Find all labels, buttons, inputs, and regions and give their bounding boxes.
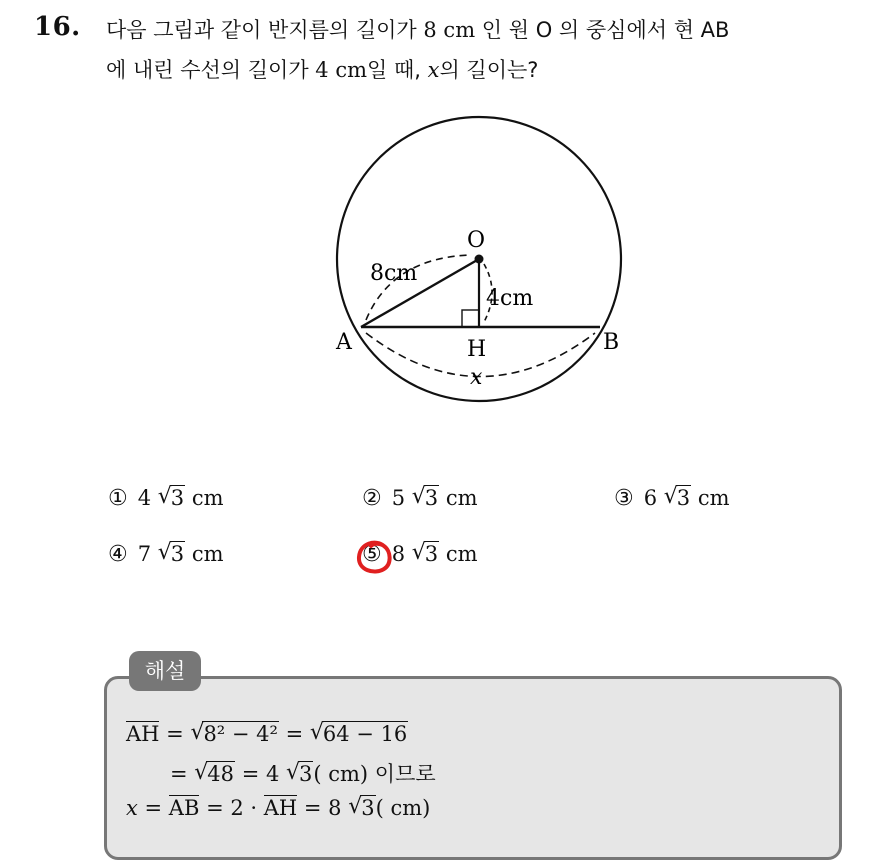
choice-3[interactable]: ③ 6 √ 3 cm <box>614 486 730 511</box>
choice-4[interactable]: ④ 7 √ 3 cm <box>108 542 224 567</box>
solution-line-3: x = AB = 2 · AH = 8 √ 3( cm) <box>126 796 430 820</box>
label-radius: 8cm <box>370 261 418 286</box>
solution-line-1: AH = √ 8² − 4² = √ 64 − 16 <box>126 722 408 746</box>
answer-circle-mark <box>354 537 394 577</box>
choice-1[interactable]: ① 4 √ 3 cm <box>108 486 224 511</box>
label-a: A <box>336 330 352 355</box>
label-height: 4cm <box>486 286 534 311</box>
label-x: x <box>470 365 483 390</box>
question-text-line1: 다음 그림과 같이 반지름의 길이가 8 cm 인 원 O 의 중심에서 현 AB <box>106 18 730 42</box>
label-b: B <box>603 330 620 355</box>
label-o: O <box>467 228 486 253</box>
solution-line-2: = √ 48 = 4 √ 3( cm) 이므로 <box>170 758 436 788</box>
choice-5[interactable]: ⑤ 8 √ 3 cm <box>362 542 478 567</box>
question-text-line2: 에 내린 수선의 길이가 4 cm일 때, x의 길이는? <box>106 58 539 82</box>
choice-2[interactable]: ② 5 √ 3 cm <box>362 486 478 511</box>
solution-tag: 해설 <box>129 651 201 691</box>
question-number: 16. <box>34 12 81 42</box>
right-angle-marker <box>462 310 479 327</box>
center-point <box>475 255 484 264</box>
label-h: H <box>467 337 487 362</box>
